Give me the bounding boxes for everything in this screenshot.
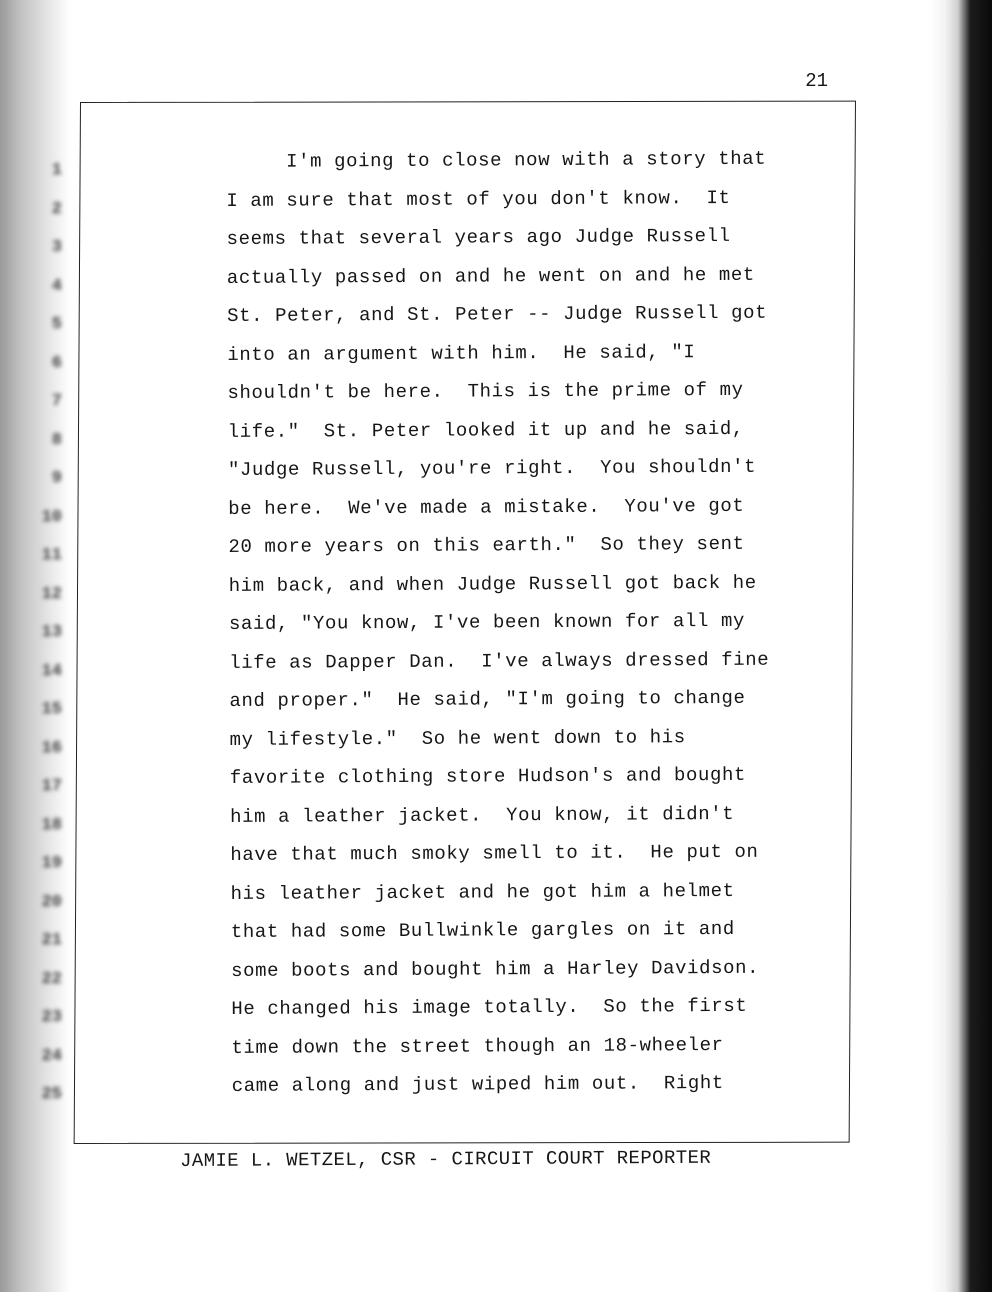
line-number: 12: [41, 584, 62, 604]
transcript-line: time down the street though an 18-wheeler: [231, 1033, 724, 1059]
page-right-edge: [930, 0, 992, 1292]
line-number: 21: [41, 931, 62, 950]
line-number: 5: [51, 315, 62, 334]
transcript-line: came along and just wiped him out. Right: [231, 1071, 724, 1097]
line-number: 6: [51, 353, 62, 373]
transcript-line: that had some Bullwinkle gargles on it and: [230, 917, 735, 943]
line-number: 24: [41, 1046, 62, 1066]
line-number: 17: [41, 777, 62, 796]
line-number: 20: [41, 892, 62, 912]
line-number: 11: [41, 546, 62, 565]
transcript-line: I am sure that most of you don't know. It: [226, 186, 731, 212]
transcript-line: some boots and bought him a Harley Davidson.: [230, 956, 760, 982]
transcript-line: "Judge Russell, you're right. You shouldn't: [227, 455, 757, 481]
transcript-line: have that much smoky smell to it. He put on: [230, 840, 759, 866]
line-number: 19: [41, 854, 62, 873]
page-number: 21: [805, 70, 828, 92]
transcript-line: favorite clothing store Hudson's and bought: [229, 763, 747, 789]
transcript-line: and proper." He said, "I'm going to change: [229, 686, 746, 712]
line-number: 13: [41, 623, 62, 642]
line-number: 22: [41, 969, 62, 989]
transcript-line: him a leather jacket. You know, it didn't: [230, 802, 735, 828]
line-number: 8: [51, 430, 62, 450]
line-number: 23: [41, 1008, 62, 1027]
line-number: 2: [51, 199, 62, 219]
line-number: 3: [51, 238, 62, 257]
line-numbers: [26, 152, 62, 1115]
line-number: 16: [41, 738, 62, 758]
line-number: 9: [51, 469, 62, 488]
transcript-line: life as Dapper Dan. I've always dressed fine: [229, 648, 770, 674]
reporter-footer: JAMIE L. WETZEL, CSR - CIRCUIT COURT REPORTER: [180, 1146, 712, 1172]
line-number: 1: [51, 161, 62, 180]
transcript-line: his leather jacket and he got him a helmet: [230, 879, 735, 905]
line-number: 18: [41, 815, 62, 835]
line-number: 7: [51, 392, 62, 411]
transcript-line: shouldn't be here. This is the prime of my: [227, 378, 744, 404]
line-number: 14: [41, 661, 62, 681]
transcript-line: I'm going to close now with a story that: [226, 147, 767, 173]
transcript-line: 20 more years on this earth." So they sent: [228, 532, 745, 558]
transcript-body: [226, 139, 842, 1105]
line-number: 15: [41, 700, 62, 719]
transcript-line: him back, and when Judge Russell got back he: [228, 571, 757, 597]
line-number: 10: [41, 507, 62, 527]
transcript-line: actually passed on and he went on and he met: [226, 263, 755, 289]
transcript-line: be here. We've made a mistake. You've got: [228, 494, 745, 520]
line-number: 4: [51, 276, 62, 296]
transcript-line: my lifestyle." So he went down to his: [229, 725, 686, 751]
line-number: 25: [41, 1085, 62, 1104]
transcript-line: He changed his image totally. So the first: [231, 994, 748, 1020]
transcript-line: said, "You know, I've been known for all my: [228, 609, 746, 635]
transcript-line: life." St. Peter looked it up and he said,: [227, 417, 744, 443]
transcript-line: into an argument with him. He said, "I: [227, 340, 696, 366]
transcript-line: seems that several years ago Judge Russell: [226, 224, 731, 250]
transcript-line: St. Peter, and St. Peter -- Judge Russell got: [226, 301, 768, 327]
